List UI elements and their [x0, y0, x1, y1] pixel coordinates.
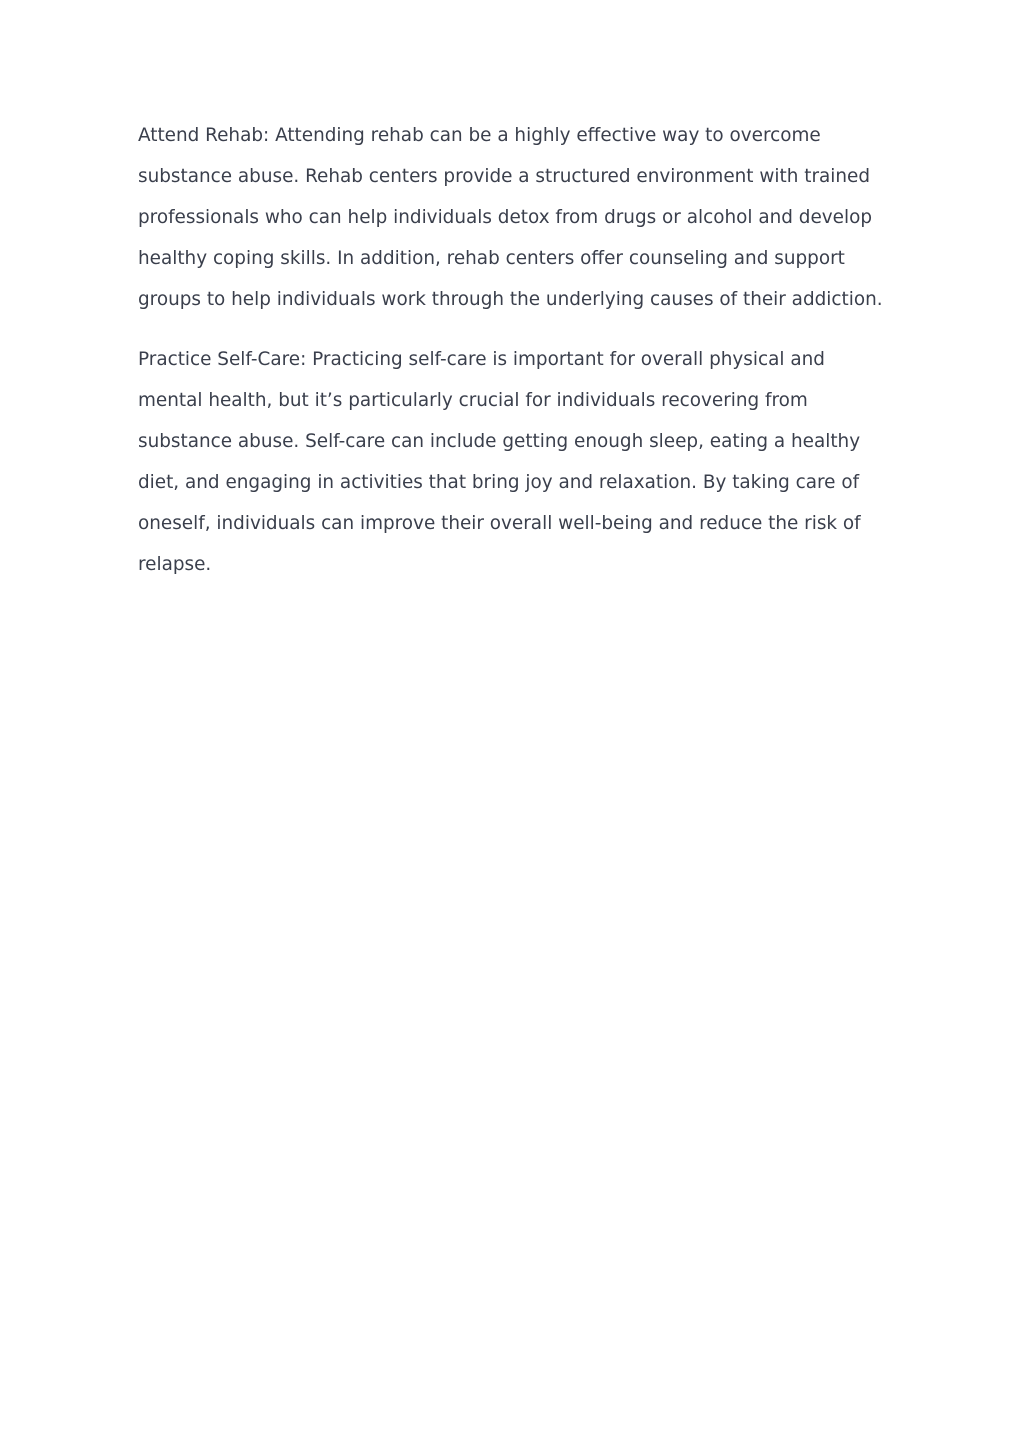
paragraph-attend-rehab: Attend Rehab: Attending rehab can be a highly effective way to overcome substance abuse. Rehab centers provide a structured environment with trained professionals who can help individuals detox from drugs or alcohol and develop healthy coping skills. In addition, rehab centers offer counseling and support groups to help individuals work through the underlying causes of their addiction.	[138, 125, 883, 310]
document-body	[138, 115, 888, 604]
paragraph-practice-self-care: Practice Self-Care: Practicing self-care is important for overall physical and mental health, but it’s particularly crucial for individuals recovering from substance abuse. Self-care can include getting enough sleep, eating a healthy diet, and engaging in activities that bring joy and relaxation. By taking care of oneself, individuals can improve their overall well-being and reduce the risk of relapse.	[138, 349, 861, 575]
